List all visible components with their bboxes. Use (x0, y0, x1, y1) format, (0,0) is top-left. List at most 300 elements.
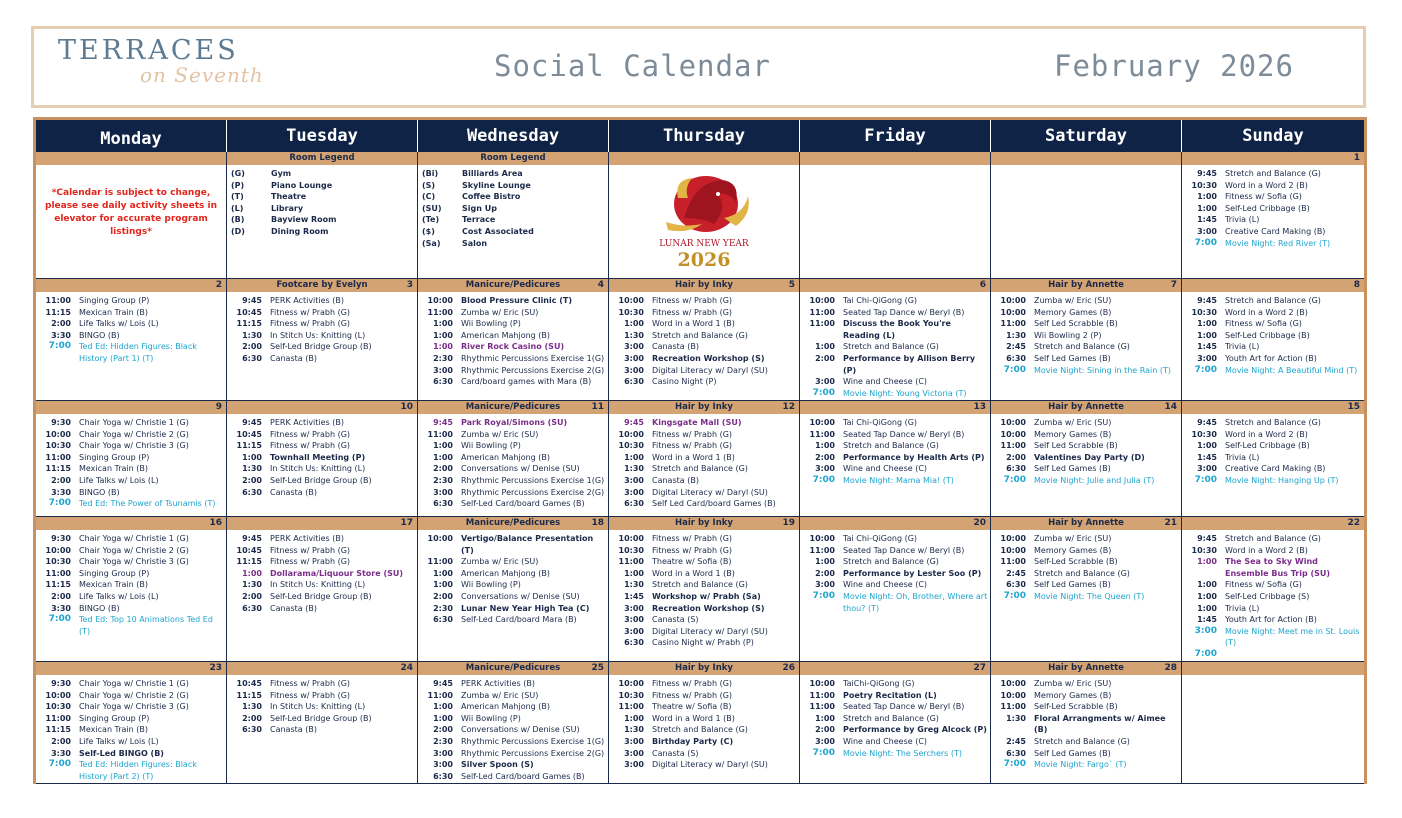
activity-time: 1:00 (1197, 580, 1217, 590)
activity-row (802, 678, 988, 690)
activity-time: 11:00 (427, 307, 453, 317)
activity-row (802, 440, 988, 452)
activity-name: Movie Night: Mama Mia! (T) (843, 475, 954, 485)
activity-name: PERK Activities (B) (270, 418, 344, 427)
activity-row (38, 759, 224, 782)
activity-row (38, 487, 224, 499)
activity-row (1184, 203, 1362, 215)
activity-row (802, 475, 988, 487)
activity-name: Chair Yoga w/ Christie 2 (G) (79, 429, 189, 439)
activity-name: Self Led Games (B) (1034, 580, 1111, 590)
legend-row (420, 191, 606, 203)
activity-time: 2:45 (1006, 736, 1026, 746)
activity-row (802, 701, 988, 713)
activity-name: Performance by Health Arts (P) (843, 452, 985, 462)
activity-time: 11:15 (236, 690, 262, 700)
activity-row (229, 475, 415, 487)
activity-name: In Stitch Us: Knitting (L) (270, 580, 366, 590)
activity-row (993, 353, 1179, 365)
activity-name: Ted Ed: Hidden Figures: Black History (Part 2) (T) (79, 760, 197, 781)
day-number: 17 (400, 518, 413, 528)
terraces-logo (58, 35, 268, 95)
activity-time: 9:45 (433, 418, 453, 427)
activity-name: Word in a Word 2 (B) (1225, 545, 1308, 555)
activity-name: Fitness w/ Prabh (G) (270, 679, 351, 688)
day-cell (1182, 152, 1364, 278)
activity-name: American Mahjong (B) (461, 452, 551, 462)
activity-name: Fitness w/ Prabh (G) (652, 307, 733, 317)
activity-row (611, 603, 797, 615)
activity-row (420, 429, 606, 441)
activity-time: 1:00 (433, 580, 453, 590)
activity-row (1184, 307, 1362, 319)
day-cell (36, 279, 227, 400)
activity-time: 1:00 (433, 441, 453, 451)
day-number: 15 (1347, 402, 1360, 412)
activity-time: 11:00 (427, 690, 453, 700)
activity-row (38, 475, 224, 487)
activity-row (993, 748, 1179, 760)
activity-name: BINGO (B) (79, 603, 120, 613)
activity-row (38, 579, 224, 591)
activity-row (38, 307, 224, 319)
activity-name: TaiChi-QiGong (G) (843, 679, 915, 688)
activity-time: 1:45 (1197, 342, 1217, 352)
activity-name: Seated Tap Dance w/ Beryl (B) (843, 429, 965, 439)
activity-name: Self-Led Cribbage (B) (1225, 203, 1310, 213)
activity-time: 9:45 (242, 534, 262, 543)
activity-row (38, 614, 224, 637)
activity-name: Stretch and Balance (G) (843, 557, 939, 567)
activity-row (38, 701, 224, 713)
activity-row (611, 556, 797, 568)
activity-row (993, 365, 1179, 377)
activity-time: 11:15 (45, 725, 71, 735)
day-bar (1182, 517, 1364, 530)
day-number: 25 (591, 663, 604, 673)
activity-name: BINGO (B) (79, 487, 120, 497)
activity-time: 7:00 (1194, 474, 1217, 485)
activity-name: Birthday Party (C) (652, 736, 734, 746)
activity-time: 11:00 (1000, 441, 1026, 451)
activity-time: 11:00 (45, 296, 71, 305)
legend-row (420, 226, 606, 238)
activity-time: 6:30 (433, 499, 453, 509)
activity-time: 1:45 (1197, 615, 1217, 625)
activity-row (229, 713, 415, 725)
activity-time: 2:30 (433, 353, 453, 363)
activity-name: Word in a Word 2 (B) (1225, 429, 1308, 439)
activity-name: Singing Group (P) (79, 296, 150, 305)
activity-name: Word in a Word 1 (B) (652, 568, 735, 578)
activity-name: Casino Night (P) (652, 377, 717, 387)
day-service-label: Manicure/Pedicures (465, 402, 561, 412)
day-number: 19 (782, 518, 795, 528)
activity-name: Movie Night: Sining in the Rain (T) (1034, 365, 1171, 375)
activity-row (229, 568, 415, 580)
day-number: 14 (1164, 402, 1177, 412)
activity-row (420, 724, 606, 736)
activity-row (420, 771, 606, 783)
activity-time: 10:30 (618, 545, 644, 555)
activity-name: Conversations w/ Denise (SU) (461, 591, 580, 601)
activity-name: Canasta (S) (652, 615, 699, 625)
activity-time: 3:00 (624, 603, 644, 613)
day-cell (1182, 662, 1364, 783)
activity-name: Self-Led Card/board Games (B) (461, 499, 585, 509)
day-cell (36, 662, 227, 783)
activity-row (611, 318, 797, 330)
activity-time: 3:00 (1197, 464, 1217, 474)
activity-time: 1:00 (1197, 192, 1217, 202)
activity-time: 1:45 (624, 591, 644, 601)
day-bar (1182, 279, 1364, 292)
activity-name: American Mahjong (B) (461, 702, 551, 712)
day-cell (418, 517, 609, 661)
activity-time: 11:00 (618, 557, 644, 567)
activity-row (229, 724, 415, 736)
day-bar (1182, 662, 1364, 675)
activity-row (229, 429, 415, 441)
activity-row (802, 591, 988, 614)
day-bar (1182, 401, 1364, 414)
activity-name: Stretch and Balance (G) (1034, 736, 1130, 746)
day-number: 5 (788, 280, 795, 290)
activity-time: 7:00 (1003, 759, 1026, 770)
logo-main-text: TERRACES (58, 35, 239, 66)
activity-time: 10:45 (236, 545, 262, 555)
activity-name: Word in a Word 1 (B) (652, 713, 735, 723)
activity-name: Chair Yoga w/ Christie 2 (G) (79, 545, 189, 555)
activity-time: 1:00 (433, 342, 453, 352)
activity-time: 10:45 (236, 679, 262, 688)
activity-time: 1:00 (1197, 319, 1217, 329)
activity-time: 2:00 (242, 713, 262, 723)
activity-row (420, 330, 606, 342)
activity-time: 3:00 (815, 377, 835, 387)
activity-name: Chair Yoga w/ Christie 3 (G) (79, 702, 189, 712)
activity-row (229, 417, 415, 429)
activity-row (420, 463, 606, 475)
activity-name: Theatre w/ Sofia (B) (652, 557, 732, 567)
activity-name: Self-Led Bridge Group (B) (270, 342, 372, 352)
activity-time: 7:00 (48, 614, 71, 625)
activity-name: Workshop w/ Prabh (Sa) (652, 591, 761, 601)
activity-name: Fitness w/ Prabh (G) (652, 679, 733, 688)
activity-row (38, 748, 224, 760)
activity-name: River Rock Casino (SU) (461, 342, 565, 352)
activity-time: 10:00 (618, 296, 644, 305)
activity-time: 6:30 (433, 771, 453, 781)
activity-name: Silver Spoon (S) (461, 760, 534, 770)
legend-code: (B) (231, 215, 245, 225)
legend-room: Library (271, 203, 304, 213)
activity-name: Chair Yoga w/ Christie 2 (G) (79, 690, 189, 700)
activity-time: 1:00 (433, 702, 453, 712)
activity-name: Zumba w/ Eric (SU) (1034, 418, 1112, 427)
day-cell (609, 279, 800, 400)
activity-time: 9:45 (624, 418, 644, 427)
activity-row (611, 568, 797, 580)
activity-name: Wii Bowling (P) (461, 580, 521, 590)
activity-row (420, 556, 606, 568)
page-title: Social Calendar (494, 49, 771, 83)
activity-time: 3:00 (624, 760, 644, 770)
activity-name: PERK Activities (B) (270, 296, 344, 305)
activity-row (1184, 429, 1362, 441)
legend-room: Salon (462, 238, 488, 248)
activity-row (229, 295, 415, 307)
activity-row (611, 440, 797, 452)
activity-name: Mexican Train (B) (79, 307, 149, 317)
activity-time: 10:00 (45, 429, 71, 439)
activity-time: 2:00 (815, 452, 835, 462)
activity-name: Movie Night: Fargo` (T) (1034, 760, 1127, 770)
activity-time: 2:30 (433, 603, 453, 613)
day-bar (991, 517, 1181, 530)
activity-row (38, 341, 224, 364)
day-bar (418, 517, 608, 530)
activity-row (420, 295, 606, 307)
activity-row (611, 626, 797, 638)
activity-time: 3:00 (815, 736, 835, 746)
activity-name: Self-Led Card/board Mara (B) (461, 615, 577, 625)
activity-time: 11:00 (45, 568, 71, 578)
activity-name: Rhythmic Percussions Exercise 2(G) (461, 748, 605, 758)
activity-row (1184, 475, 1362, 487)
activity-time: 6:30 (242, 487, 262, 497)
activity-row (38, 603, 224, 615)
activity-row (420, 690, 606, 702)
activity-row (993, 591, 1179, 603)
legend-code: (L) (231, 203, 244, 213)
activity-time: 10:30 (1191, 545, 1217, 555)
activity-time: 11:00 (809, 429, 835, 439)
activity-row (420, 376, 606, 388)
activity-row (802, 748, 988, 760)
activity-name: Zumba w/ Eric (SU) (461, 690, 539, 700)
weeks-container (36, 279, 1364, 784)
day-bar (227, 662, 417, 675)
activity-row (802, 376, 988, 388)
activity-row (1184, 463, 1362, 475)
activity-time: 3:00 (624, 353, 644, 363)
activity-row (611, 295, 797, 307)
activity-name: Performance by Lester Soo (P) (843, 568, 982, 578)
activity-time: 3:00 (624, 748, 644, 758)
activity-row (38, 295, 224, 307)
activity-row (1184, 533, 1362, 545)
activity-time: 1:45 (1197, 452, 1217, 462)
day-cell (1182, 401, 1364, 516)
activity-time: 10:30 (45, 702, 71, 712)
activity-row (420, 748, 606, 760)
activity-time: 2:00 (815, 725, 835, 735)
legend-row (229, 203, 415, 215)
activity-name: Stretch and Balance (G) (652, 330, 748, 340)
legend-code: (Te) (422, 215, 440, 225)
activity-time: 9:45 (242, 296, 262, 305)
activity-name: Ted Ed: The Power of Tsunamis (T) (79, 499, 216, 509)
legend-room: Cost Associated (462, 226, 534, 236)
activity-name: Wine and Cheese (C) (843, 580, 928, 590)
activity-name: Fitness w/ Prabh (G) (652, 441, 733, 451)
day-bar (418, 279, 608, 292)
day-cell (1182, 279, 1364, 400)
activity-name: Life Talks w/ Lois (L) (79, 591, 159, 601)
activity-row (420, 713, 606, 725)
legend-room: Bayview Room (271, 215, 337, 225)
activity-name: Zumba w/ Eric (SU) (461, 557, 539, 567)
activity-row (1184, 214, 1362, 226)
activity-row (229, 318, 415, 330)
activity-time: 6:30 (624, 377, 644, 387)
activity-row (38, 713, 224, 725)
activity-time: 10:00 (1000, 418, 1026, 427)
day-bar (227, 517, 417, 530)
legend-code: (Bi) (422, 169, 439, 178)
activity-time: 1:00 (815, 342, 835, 352)
activity-time: 1:00 (1197, 330, 1217, 340)
day-number: 11 (591, 402, 604, 412)
activity-name: Canasta (B) (652, 475, 699, 485)
activity-time: 3:30 (51, 330, 71, 340)
activity-row (993, 307, 1179, 319)
day-cell (418, 662, 609, 783)
day-service-label: Hair by Inky (675, 663, 733, 673)
activity-name: Rhythmic Percussions Exercise 2(G) (461, 365, 605, 375)
activity-row (611, 475, 797, 487)
day-cell (227, 662, 418, 783)
activity-time: 1:00 (624, 452, 644, 462)
day-service-label: Hair by Inky (675, 518, 733, 528)
day-number: 18 (591, 518, 604, 528)
day-bar (36, 662, 226, 675)
activity-name: Movie Night: A Beautiful Mind (T) (1225, 365, 1358, 375)
activity-row (229, 579, 415, 591)
activity-name: Digital Literacy w/ Daryl (SU) (652, 365, 768, 375)
activity-row (229, 307, 415, 319)
room-legend-left (227, 152, 418, 278)
activity-row (1184, 556, 1362, 579)
activity-name: Seated Tap Dance w/ Beryl (B) (843, 545, 965, 555)
activity-time: 1:00 (624, 568, 644, 578)
activity-row (993, 545, 1179, 557)
activity-row (993, 533, 1179, 545)
day-bar (609, 401, 799, 414)
activity-name: Fitness w/ Prabh (G) (270, 690, 351, 700)
activity-row (611, 341, 797, 353)
activity-row (1184, 603, 1362, 615)
day-cell (609, 662, 800, 783)
activity-time: 1:00 (1197, 603, 1217, 613)
activity-time: 11:00 (809, 307, 835, 317)
activity-time: 11:00 (45, 713, 71, 723)
day-header-monday: Monday (36, 120, 227, 152)
activity-time: 11:00 (45, 452, 71, 462)
activity-time: 7:00 (1003, 474, 1026, 485)
activity-row (229, 556, 415, 568)
day-bar (227, 279, 417, 292)
activity-name: Chair Yoga w/ Christie 3 (G) (79, 557, 189, 567)
activity-row (993, 556, 1179, 568)
day-service-label: Hair by Annette (1048, 518, 1124, 528)
activity-time: 7:00 (812, 474, 835, 485)
day-bar (609, 517, 799, 530)
activity-name: Creative Card Making (B) (1225, 226, 1326, 236)
lunar-new-year-text: LUNAR NEW YEAR (659, 239, 749, 249)
activity-time: 6:30 (433, 377, 453, 387)
legend-row (420, 238, 606, 250)
activity-time: 10:00 (1000, 679, 1026, 688)
activity-time: 3:00 (433, 748, 453, 758)
activity-row (1184, 365, 1362, 377)
activity-time: 2:30 (433, 736, 453, 746)
activity-time: 3:00 (624, 615, 644, 625)
activity-time: 1:00 (624, 713, 644, 723)
activity-row (611, 533, 797, 545)
activity-row (802, 690, 988, 702)
activity-name: Fitness w/ Sofia (G) (1225, 192, 1302, 202)
activity-time: 10:00 (45, 545, 71, 555)
room-legend-label: Room Legend (289, 153, 355, 163)
week-row-2 (36, 279, 1364, 401)
activity-row (1184, 626, 1362, 649)
activity-time: 10:30 (1191, 429, 1217, 439)
activity-name: Fitness w/ Prabh (G) (652, 296, 733, 305)
activity-time: 1:00 (242, 452, 262, 462)
activity-time: 3:00 (624, 626, 644, 636)
activity-name: Fitness w/ Prabh (G) (270, 429, 351, 439)
day-number: 7 (1170, 280, 1177, 290)
activity-time: 10:30 (45, 557, 71, 567)
day-header-wednesday: Wednesday (418, 120, 609, 152)
day-bar (991, 401, 1181, 414)
day-header-thursday: Thursday (609, 120, 800, 152)
activity-name: Movie Night: Julie and Julia (T) (1034, 475, 1155, 485)
activity-name: Fitness w/ Prabh (G) (270, 545, 351, 555)
activity-time: 1:00 (815, 441, 835, 451)
activity-name: Stretch and Balance (G) (1225, 169, 1321, 178)
activity-name: Card/board games with Mara (B) (461, 377, 592, 387)
empty-day-cell (800, 152, 991, 278)
activity-row (611, 417, 797, 429)
activity-row (420, 591, 606, 603)
activity-row (993, 736, 1179, 748)
activity-row (802, 736, 988, 748)
activity-time: 1:00 (815, 713, 835, 723)
activity-row (993, 452, 1179, 464)
activity-name: Mexican Train (B) (79, 464, 149, 474)
activity-name: Conversations w/ Denise (SU) (461, 464, 580, 474)
activity-time: 1:00 (433, 568, 453, 578)
day-bar (36, 517, 226, 530)
activity-name: Seated Tap Dance w/ Beryl (B) (843, 307, 965, 317)
activity-row (611, 701, 797, 713)
day-cell (991, 401, 1182, 516)
legend-code: (C) (422, 192, 436, 202)
activity-name: Trivia (L) (1225, 342, 1260, 352)
activity-time: 1:00 (433, 713, 453, 723)
activity-name: PERK Activities (B) (270, 534, 344, 543)
activity-time: 7:00 (1194, 364, 1217, 375)
activity-name: Singing Group (P) (79, 568, 150, 578)
activity-row (420, 614, 606, 626)
activity-time: 9:45 (1197, 534, 1217, 543)
day-service-label: Manicure/Pedicures (465, 280, 561, 290)
activity-row (38, 440, 224, 452)
activity-row (229, 690, 415, 702)
